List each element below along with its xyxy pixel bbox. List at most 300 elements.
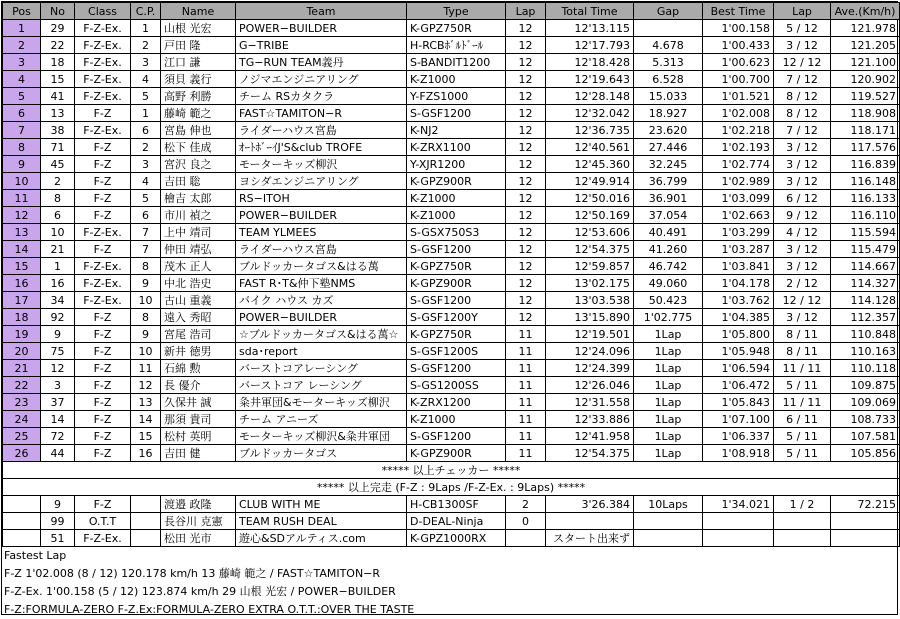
- cell-pos: 3: [3, 54, 41, 71]
- cell-avg-speed: [831, 513, 900, 530]
- cell-best-time: 1'34.021: [703, 496, 774, 513]
- cell-total-time: 12'24.096: [546, 343, 634, 360]
- header-cp: C.P.: [131, 3, 161, 20]
- cell-pos: 4: [3, 71, 41, 88]
- header-no: No: [41, 3, 75, 20]
- table-row: [3, 445, 900, 462]
- cell-total-time: 12'54.375: [546, 241, 634, 258]
- cell-no: 16: [41, 275, 75, 292]
- cell-pos: 6: [3, 105, 41, 122]
- cell-cp: 4: [131, 173, 161, 190]
- cell-gap: 40.491: [634, 224, 703, 241]
- cell-gap: 15.033: [634, 88, 703, 105]
- cell-pos: [3, 530, 41, 547]
- cell-name: 藤崎 範之: [161, 105, 236, 122]
- cell-name: 中北 浩史: [161, 275, 236, 292]
- cell-lap: 12: [506, 207, 546, 224]
- cell-team: TEAM YLMEES: [236, 224, 407, 241]
- cell-best-lap: 7 / 12: [774, 71, 831, 88]
- cell-pos: 9: [3, 156, 41, 173]
- cell-type: K-Z1000: [407, 190, 506, 207]
- cell-best-lap: 8 / 11: [774, 326, 831, 343]
- cell-best-lap: 9 / 12: [774, 207, 831, 224]
- cell-lap: 12: [506, 173, 546, 190]
- cell-cp: 13: [131, 394, 161, 411]
- cell-pos: 17: [3, 292, 41, 309]
- cell-class: F-Z: [75, 394, 131, 411]
- cell-gap: 49.060: [634, 275, 703, 292]
- cell-avg-speed: 109.875: [831, 377, 900, 394]
- cell-gap: 50.423: [634, 292, 703, 309]
- cell-lap: 12: [506, 275, 546, 292]
- fastest-lap-fzex: F-Z-Ex. 1'00.158 (5 / 12) 123.874 km/h 29 山根 光宏 / POWER−BUILDER: [4, 585, 396, 598]
- header-team: Team: [236, 3, 407, 20]
- cell-avg-speed: 121.100: [831, 54, 900, 71]
- cell-type: D-DEAL-Ninja: [407, 513, 506, 530]
- cell-pos: 20: [3, 343, 41, 360]
- cell-team: モーターキッズ柳沢: [236, 156, 407, 173]
- cell-team: G−TRIBE: [236, 37, 407, 54]
- cell-team: バーストコアレーシング: [236, 360, 407, 377]
- cell-best-time: 1'03.287: [703, 241, 774, 258]
- cell-team: チーム アニーズ: [236, 411, 407, 428]
- cell-best-time: 1'02.774: [703, 156, 774, 173]
- cell-cp: [131, 496, 161, 513]
- checker-note-row: [3, 462, 900, 479]
- table-row: [3, 411, 900, 428]
- cell-lap: 11: [506, 343, 546, 360]
- cell-best-lap: [774, 513, 831, 530]
- cell-name: 渡邉 政隆: [161, 496, 236, 513]
- header-best-time: Best Time: [703, 3, 774, 20]
- cell-avg-speed: 116.110: [831, 207, 900, 224]
- table-row: [3, 360, 900, 377]
- header-class: Class: [75, 3, 131, 20]
- cell-lap: 12: [506, 71, 546, 88]
- cell-no: 21: [41, 241, 75, 258]
- checker-note: ***** 以上チェッカー *****: [3, 462, 900, 479]
- cell-no: 14: [41, 411, 75, 428]
- cell-lap: 12: [506, 37, 546, 54]
- cell-type: K-GPZ750R: [407, 258, 506, 275]
- cell-pos: 22: [3, 377, 41, 394]
- cell-total-time: 12'59.857: [546, 258, 634, 275]
- cell-lap: 12: [506, 139, 546, 156]
- cell-avg-speed: 105.856: [831, 445, 900, 462]
- cell-total-time: 3'26.384: [546, 496, 634, 513]
- cell-avg-speed: 117.576: [831, 139, 900, 156]
- cell-team: ブルドッカータゴス: [236, 445, 407, 462]
- cell-best-lap: 12 / 12: [774, 54, 831, 71]
- cell-gap: 36.901: [634, 190, 703, 207]
- cell-class: O.T.T: [75, 513, 131, 530]
- cell-best-lap: 3 / 12: [774, 173, 831, 190]
- cell-type: K-GPZ900R: [407, 445, 506, 462]
- cell-class: F-Z: [75, 360, 131, 377]
- cell-lap: [506, 530, 546, 547]
- cell-total-time: 12'54.375: [546, 445, 634, 462]
- table-row: [3, 326, 900, 343]
- cell-total-time: 12'26.046: [546, 377, 634, 394]
- cell-best-lap: 5 / 11: [774, 377, 831, 394]
- cell-class: F-Z-Ex.: [75, 122, 131, 139]
- cell-name: 山根 光宏: [161, 20, 236, 37]
- cell-best-time: 1'03.099: [703, 190, 774, 207]
- cell-pos: 26: [3, 445, 41, 462]
- cell-team: ヨシダエンジニアリング: [236, 173, 407, 190]
- cell-best-time: 1'00.623: [703, 54, 774, 71]
- cell-cp: 15: [131, 428, 161, 445]
- class-legend: F-Z:FORMULA-ZERO F-Z.Ex:FORMULA-ZERO EXTRA O.T.T.:OVER THE TASTE: [4, 603, 415, 616]
- cell-total-time: 12'24.399: [546, 360, 634, 377]
- cell-name: 茂木 正人: [161, 258, 236, 275]
- cell-name: 吉田 聡: [161, 173, 236, 190]
- table-row: [3, 54, 900, 71]
- cell-total-time: 12'41.958: [546, 428, 634, 445]
- cell-class: F-Z: [75, 156, 131, 173]
- cell-class: F-Z-Ex.: [75, 88, 131, 105]
- cell-lap: 12: [506, 292, 546, 309]
- cell-cp: 10: [131, 343, 161, 360]
- cell-team: CLUB WITH ME: [236, 496, 407, 513]
- cell-best-time: 1'04.385: [703, 309, 774, 326]
- cell-best-time: 1'06.472: [703, 377, 774, 394]
- cell-lap: 0: [506, 513, 546, 530]
- cell-avg-speed: 112.357: [831, 309, 900, 326]
- cell-best-lap: 8 / 12: [774, 105, 831, 122]
- cell-pos: 23: [3, 394, 41, 411]
- cell-pos: 15: [3, 258, 41, 275]
- cell-gap: 1Lap: [634, 428, 703, 445]
- cell-pos: 19: [3, 326, 41, 343]
- cell-total-time: 13'02.175: [546, 275, 634, 292]
- table-row: [3, 88, 900, 105]
- cell-pos: 7: [3, 122, 41, 139]
- cell-type: S-GSF1200: [407, 241, 506, 258]
- table-row: [3, 173, 900, 190]
- cell-gap: 5.313: [634, 54, 703, 71]
- cell-avg-speed: 107.581: [831, 428, 900, 445]
- cell-gap: [634, 513, 703, 530]
- cell-type: S-GSF1200: [407, 105, 506, 122]
- finish-note: ***** 以上完走 (F-Z : 9Laps /F-Z-Ex. : 9Laps) *****: [3, 479, 900, 496]
- cell-lap: 11: [506, 428, 546, 445]
- cell-name: 仲田 靖弘: [161, 241, 236, 258]
- cell-avg-speed: 120.902: [831, 71, 900, 88]
- table-row: [3, 394, 900, 411]
- cell-cp: 1: [131, 105, 161, 122]
- cell-pos: 2: [3, 37, 41, 54]
- cell-team: 粂井軍団&モーターキッズ柳沢: [236, 394, 407, 411]
- cell-lap: 11: [506, 394, 546, 411]
- header-total-time: Total Time: [546, 3, 634, 20]
- cell-team: FAST☆TAMITON−R: [236, 105, 407, 122]
- cell-class: F-Z: [75, 309, 131, 326]
- cell-cp: 9: [131, 326, 161, 343]
- cell-total-time: 12'18.428: [546, 54, 634, 71]
- cell-total-time: 12'31.558: [546, 394, 634, 411]
- cell-avg-speed: 72.215: [831, 496, 900, 513]
- cell-name: 松下 佳成: [161, 139, 236, 156]
- cell-avg-speed: 114.128: [831, 292, 900, 309]
- results-table: [2, 2, 900, 547]
- cell-best-lap: 3 / 12: [774, 156, 831, 173]
- cell-type: K-Z1000: [407, 411, 506, 428]
- cell-class: F-Z: [75, 428, 131, 445]
- cell-type: K-GPZ750R: [407, 20, 506, 37]
- cell-class: F-Z: [75, 105, 131, 122]
- cell-team: POWER−BUILDER: [236, 309, 407, 326]
- cell-avg-speed: 109.069: [831, 394, 900, 411]
- header-lap: Lap: [506, 3, 546, 20]
- cell-team: バーストコア レーシング: [236, 377, 407, 394]
- cell-cp: 11: [131, 360, 161, 377]
- cell-gap: 32.245: [634, 156, 703, 173]
- unclassified-row: [3, 496, 900, 513]
- cell-pos: 21: [3, 360, 41, 377]
- cell-best-lap: 3 / 12: [774, 258, 831, 275]
- cell-team: ノジマエンジニアリング: [236, 71, 407, 88]
- cell-gap: 27.446: [634, 139, 703, 156]
- cell-lap: 12: [506, 190, 546, 207]
- header-type: Type: [407, 3, 506, 20]
- cell-no: 75: [41, 343, 75, 360]
- cell-best-lap: 8 / 11: [774, 343, 831, 360]
- cell-best-time: 1'05.800: [703, 326, 774, 343]
- cell-best-time: [703, 530, 774, 547]
- cell-class: F-Z: [75, 411, 131, 428]
- cell-type: S-GSF1200: [407, 292, 506, 309]
- table-row: [3, 292, 900, 309]
- cell-gap: 1Lap: [634, 377, 703, 394]
- cell-name: 宮島 伸也: [161, 122, 236, 139]
- cell-no: 1: [41, 258, 75, 275]
- cell-total-time: 12'45.360: [546, 156, 634, 173]
- cell-type: H-CB1300SF: [407, 496, 506, 513]
- cell-class: F-Z: [75, 445, 131, 462]
- table-row: [3, 20, 900, 37]
- cell-type: K-ZRX1200: [407, 394, 506, 411]
- cell-best-time: 1'00.158: [703, 20, 774, 37]
- cell-class: F-Z-Ex.: [75, 71, 131, 88]
- cell-no: 15: [41, 71, 75, 88]
- cell-best-lap: 7 / 12: [774, 122, 831, 139]
- cell-avg-speed: 118.171: [831, 122, 900, 139]
- cell-gap: 1Lap: [634, 360, 703, 377]
- cell-pos: 8: [3, 139, 41, 156]
- cell-no: 10: [41, 224, 75, 241]
- header-name: Name: [161, 3, 236, 20]
- cell-name: 吉田 健: [161, 445, 236, 462]
- cell-lap: 11: [506, 326, 546, 343]
- cell-lap: 11: [506, 445, 546, 462]
- cell-cp: 8: [131, 309, 161, 326]
- cell-gap: 23.620: [634, 122, 703, 139]
- cell-best-time: 1'06.337: [703, 428, 774, 445]
- cell-name: 長谷川 克憲: [161, 513, 236, 530]
- cell-type: S-GSF1200: [407, 360, 506, 377]
- results-sheet: [1, 1, 898, 615]
- cell-best-time: 1'05.843: [703, 394, 774, 411]
- cell-lap: 12: [506, 54, 546, 71]
- cell-gap: 36.799: [634, 173, 703, 190]
- cell-gap: 46.742: [634, 258, 703, 275]
- cell-pos: 5: [3, 88, 41, 105]
- cell-cp: 5: [131, 190, 161, 207]
- cell-cp: 6: [131, 122, 161, 139]
- cell-best-time: 1'05.948: [703, 343, 774, 360]
- cell-lap: 2: [506, 496, 546, 513]
- cell-lap: 12: [506, 88, 546, 105]
- cell-team: チーム RSカタクラ: [236, 88, 407, 105]
- cell-lap: 12: [506, 241, 546, 258]
- cell-best-time: 1'06.594: [703, 360, 774, 377]
- table-row: [3, 377, 900, 394]
- cell-pos: 25: [3, 428, 41, 445]
- cell-lap: 12: [506, 20, 546, 37]
- cell-lap: 12: [506, 309, 546, 326]
- cell-total-time: スタート出来ず: [546, 530, 634, 547]
- header-gap: Gap: [634, 3, 703, 20]
- cell-type: K-Z1000: [407, 71, 506, 88]
- cell-best-lap: 4 / 12: [774, 224, 831, 241]
- cell-team: POWER−BUILDER: [236, 207, 407, 224]
- cell-name: 須貝 義行: [161, 71, 236, 88]
- cell-no: 12: [41, 360, 75, 377]
- header-avg-speed: Ave.(Km/h): [831, 3, 900, 20]
- cell-no: 3: [41, 377, 75, 394]
- cell-type: K-GPZ900R: [407, 275, 506, 292]
- cell-no: 9: [41, 326, 75, 343]
- cell-gap: [634, 20, 703, 37]
- cell-total-time: 12'50.169: [546, 207, 634, 224]
- cell-team: TG−RUN TEAM義丹: [236, 54, 407, 71]
- cell-best-lap: 6 / 12: [774, 190, 831, 207]
- cell-class: F-Z: [75, 190, 131, 207]
- cell-best-time: 1'04.178: [703, 275, 774, 292]
- cell-cp: 14: [131, 411, 161, 428]
- cell-class: F-Z: [75, 326, 131, 343]
- cell-no: 6: [41, 207, 75, 224]
- cell-name: 遠入 秀昭: [161, 309, 236, 326]
- cell-best-lap: 5 / 11: [774, 445, 831, 462]
- cell-team: ブルドッカータゴス&はる萬: [236, 258, 407, 275]
- cell-cp: 4: [131, 71, 161, 88]
- cell-avg-speed: 119.527: [831, 88, 900, 105]
- cell-lap: 12: [506, 224, 546, 241]
- cell-no: 9: [41, 496, 75, 513]
- cell-best-time: 1'00.700: [703, 71, 774, 88]
- cell-lap: 12: [506, 105, 546, 122]
- cell-best-time: 1'02.218: [703, 122, 774, 139]
- cell-type: S-GSF1200S: [407, 343, 506, 360]
- cell-no: 45: [41, 156, 75, 173]
- cell-best-lap: [774, 530, 831, 547]
- table-row: [3, 241, 900, 258]
- cell-total-time: 12'13.115: [546, 20, 634, 37]
- cell-pos: 13: [3, 224, 41, 241]
- cell-best-lap: 11 / 11: [774, 360, 831, 377]
- table-row: [3, 105, 900, 122]
- cell-name: 古山 重義: [161, 292, 236, 309]
- cell-best-lap: 6 / 11: [774, 411, 831, 428]
- cell-pos: 11: [3, 190, 41, 207]
- cell-total-time: 12'32.042: [546, 105, 634, 122]
- cell-avg-speed: 118.908: [831, 105, 900, 122]
- table-row: [3, 190, 900, 207]
- cell-name: 市川 禎之: [161, 207, 236, 224]
- cell-best-lap: 8 / 12: [774, 88, 831, 105]
- cell-gap: 1'02.775: [634, 309, 703, 326]
- cell-name: 江口 謙: [161, 54, 236, 71]
- table-row: [3, 122, 900, 139]
- cell-best-lap: 5 / 11: [774, 428, 831, 445]
- cell-total-time: 12'33.886: [546, 411, 634, 428]
- cell-total-time: 12'19.643: [546, 71, 634, 88]
- cell-best-time: 1'03.762: [703, 292, 774, 309]
- cell-total-time: 12'19.501: [546, 326, 634, 343]
- cell-total-time: [546, 513, 634, 530]
- cell-total-time: 12'49.914: [546, 173, 634, 190]
- cell-cp: 2: [131, 37, 161, 54]
- cell-cp: 9: [131, 275, 161, 292]
- cell-gap: 18.927: [634, 105, 703, 122]
- cell-best-lap: 11 / 11: [774, 394, 831, 411]
- cell-type: S-GS1200SS: [407, 377, 506, 394]
- cell-no: 37: [41, 394, 75, 411]
- table-row: [3, 139, 900, 156]
- cell-team: ｵｰﾄﾎﾞｰｲJ'S&club TROFE: [236, 139, 407, 156]
- cell-name: 那須 貴司: [161, 411, 236, 428]
- cell-cp: 3: [131, 156, 161, 173]
- table-row: [3, 156, 900, 173]
- cell-best-lap: 3 / 12: [774, 309, 831, 326]
- table-row: [3, 71, 900, 88]
- cell-class: F-Z: [75, 241, 131, 258]
- cell-lap: 11: [506, 360, 546, 377]
- cell-gap: 37.054: [634, 207, 703, 224]
- cell-cp: [131, 530, 161, 547]
- cell-pos: 1: [3, 20, 41, 37]
- cell-no: 8: [41, 190, 75, 207]
- cell-class: F-Z: [75, 173, 131, 190]
- cell-class: F-Z: [75, 496, 131, 513]
- cell-no: 22: [41, 37, 75, 54]
- cell-name: 宮沢 良之: [161, 156, 236, 173]
- cell-no: 92: [41, 309, 75, 326]
- cell-total-time: 13'03.538: [546, 292, 634, 309]
- cell-no: 18: [41, 54, 75, 71]
- cell-cp: 1: [131, 20, 161, 37]
- cell-avg-speed: 121.205: [831, 37, 900, 54]
- unclassified-row: [3, 530, 900, 547]
- table-row: [3, 224, 900, 241]
- cell-best-lap: 5 / 12: [774, 20, 831, 37]
- fastest-lap-fz: F-Z 1'02.008 (8 / 12) 120.178 km/h 13 藤崎 範之 / FAST☆TAMITON−R: [4, 567, 381, 580]
- cell-cp: [131, 513, 161, 530]
- cell-avg-speed: [831, 530, 900, 547]
- cell-no: 44: [41, 445, 75, 462]
- cell-best-time: 1'01.521: [703, 88, 774, 105]
- cell-avg-speed: 115.479: [831, 241, 900, 258]
- cell-best-time: 1'00.433: [703, 37, 774, 54]
- cell-no: 72: [41, 428, 75, 445]
- cell-best-time: 1'08.918: [703, 445, 774, 462]
- table-row: [3, 309, 900, 326]
- cell-class: F-Z: [75, 377, 131, 394]
- table-row: [3, 343, 900, 360]
- cell-avg-speed: 115.594: [831, 224, 900, 241]
